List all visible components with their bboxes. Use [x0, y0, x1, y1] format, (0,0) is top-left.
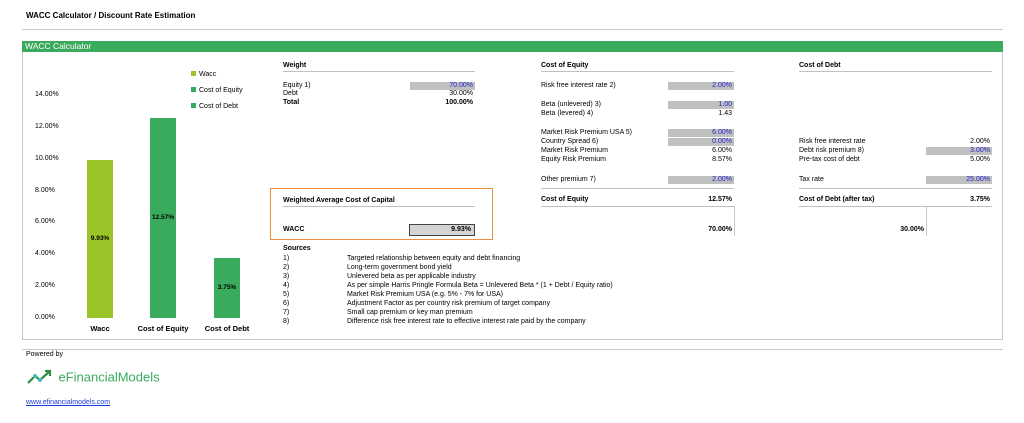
legend-label: Cost of Debt	[199, 103, 238, 110]
equity-weight-label: Equity 1)	[283, 82, 311, 89]
website-link[interactable]: www.efinancialmodels.com	[26, 399, 111, 406]
tax-rate-label: Tax rate	[799, 176, 824, 183]
y-tick-label: 6.00%	[35, 218, 55, 226]
footer-divider	[22, 349, 1003, 350]
country-spread-label: Country Spread 6)	[541, 138, 599, 145]
wacc-bar-chart	[30, 55, 260, 340]
cod-weight-value: 30.00%	[900, 226, 924, 233]
legend-item	[191, 87, 243, 95]
y-tick-label: 14.00%	[35, 91, 59, 98]
legend-item	[191, 71, 216, 79]
wacc-label: WACC	[283, 226, 305, 233]
title-divider	[22, 29, 1003, 30]
sources-header: Sources	[283, 245, 311, 252]
weight-total-value: 100.00%	[445, 99, 473, 106]
source-text: Market Risk Premium USA (e.g. 5% - 7% for USA)	[347, 291, 503, 298]
coe-rf-label: Risk free interest rate 2)	[541, 82, 616, 89]
pretax-cost-label: Pre-tax cost of debt	[799, 156, 860, 163]
x-category-label: Cost of Debt	[204, 324, 250, 333]
weight-header-underline	[283, 71, 475, 72]
wacc-box-title: Weighted Average Cost of Capital	[283, 197, 395, 204]
debt-weight-label: Debt	[283, 90, 298, 97]
coe-header-underline	[541, 71, 734, 72]
source-number: 6)	[283, 300, 290, 307]
other-premium-label: Other premium 7)	[541, 176, 596, 183]
beta-unlevered-label: Beta (unlevered) 3)	[541, 101, 601, 108]
mrp-usa-input[interactable]: 6.00%	[668, 129, 734, 137]
y-tick-label: 12.00%	[35, 122, 59, 130]
source-text: Unlevered beta as per applicable industry	[347, 273, 476, 280]
coe-rf-input[interactable]: 2.00%	[668, 82, 734, 90]
logo-wordmark: eFinancialModels	[58, 369, 160, 385]
y-tick-label: 4.00%	[35, 250, 55, 258]
source-text: Adjustment Factor as per country risk premium of target company	[347, 300, 551, 307]
beta-levered-value: 1.43	[718, 110, 732, 117]
wacc-box-underline	[283, 206, 475, 207]
cost-of-equity-header: Cost of Equity	[541, 62, 589, 69]
calculator-header-band: WACC Calculator	[22, 41, 1003, 52]
legend-swatch	[191, 71, 196, 76]
y-tick-label: 2.00%	[35, 282, 55, 290]
coe-total-overline	[541, 188, 734, 189]
x-category-label: Cost of Equity	[137, 324, 189, 333]
legend-label: Cost of Equity	[199, 87, 243, 94]
coe-divider	[734, 206, 735, 236]
erp-label: Equity Risk Premium	[541, 156, 606, 163]
legend-swatch	[191, 103, 196, 108]
coe-total-value: 12.57%	[708, 196, 732, 203]
powered-by-label: Powered by	[26, 351, 63, 358]
source-text: Difference risk free interest rate to effective interest rate paid by the company	[347, 318, 586, 325]
cod-rf-label: Risk free interest rate	[799, 138, 866, 145]
source-number: 8)	[283, 318, 290, 325]
x-category-label: Wacc	[90, 324, 110, 333]
page-title: WACC Calculator / Discount Rate Estimation	[26, 11, 196, 20]
cod-divider	[926, 206, 927, 236]
efinancialmodels-logo[interactable]	[26, 368, 160, 386]
source-number: 2)	[283, 264, 290, 271]
pretax-cost-value: 5.00%	[970, 156, 990, 163]
cod-rf-value: 2.00%	[970, 138, 990, 145]
cod-header-underline	[799, 71, 992, 72]
coe-total-underline	[541, 206, 734, 207]
y-tick-label: 8.00%	[35, 186, 55, 194]
bar-data-label: 12.57%	[151, 213, 175, 221]
source-text: As per simple Harris Pringle Formula Beta = Unlevered Beta * (1 + Debt / Equity ratio)	[347, 282, 613, 289]
chart-trend-icon	[26, 368, 54, 386]
cod-total-overline	[799, 188, 992, 189]
source-number: 1)	[283, 255, 290, 262]
source-text: Small cap premium or key man premium	[347, 309, 473, 316]
debt-risk-premium-input[interactable]: 3.00%	[926, 147, 992, 155]
source-text: Targeted relationship between equity and debt financing	[347, 255, 521, 262]
cod-total-value: 3.75%	[970, 196, 990, 203]
wacc-result-cell: 9.93%	[409, 224, 475, 236]
debt-risk-premium-label: Debt risk premium 8)	[799, 147, 864, 154]
weight-header: Weight	[283, 62, 307, 69]
mrp-usa-label: Market Risk Premium USA 5)	[541, 129, 633, 136]
mrp-value: 6.00%	[712, 147, 732, 154]
equity-weight-input[interactable]: 70.00%	[410, 82, 475, 90]
cost-of-debt-header: Cost of Debt	[799, 62, 841, 69]
bar-data-label: 9.93%	[90, 234, 110, 242]
debt-weight-value: 30.00%	[449, 90, 473, 97]
bar-data-label: 3.75%	[217, 284, 237, 292]
y-tick-label: 0.00%	[35, 314, 55, 321]
legend-label: Wacc	[199, 71, 217, 78]
cod-total-underline	[799, 206, 992, 207]
beta-levered-label: Beta (levered) 4)	[541, 110, 594, 117]
cod-total-label: Cost of Debt (after tax)	[799, 196, 875, 203]
source-text: Long-term government bond yield	[347, 264, 452, 271]
weight-total-label: Total	[283, 99, 300, 106]
y-tick-label: 10.00%	[35, 154, 59, 162]
source-number: 5)	[283, 291, 290, 298]
tax-rate-input[interactable]: 25.00%	[926, 176, 992, 184]
beta-unlevered-input[interactable]: 1.00	[668, 101, 734, 109]
source-number: 4)	[283, 282, 290, 289]
coe-total-label: Cost of Equity	[541, 196, 589, 203]
mrp-label: Market Risk Premium	[541, 147, 608, 154]
country-spread-input[interactable]: 0.00%	[668, 138, 734, 146]
source-number: 3)	[283, 273, 290, 280]
other-premium-input[interactable]: 2.00%	[668, 176, 734, 184]
legend-item	[191, 103, 238, 111]
coe-weight-value: 70.00%	[708, 226, 732, 233]
legend-swatch	[191, 87, 196, 92]
source-number: 7)	[283, 309, 290, 316]
erp-value: 8.57%	[712, 156, 732, 163]
